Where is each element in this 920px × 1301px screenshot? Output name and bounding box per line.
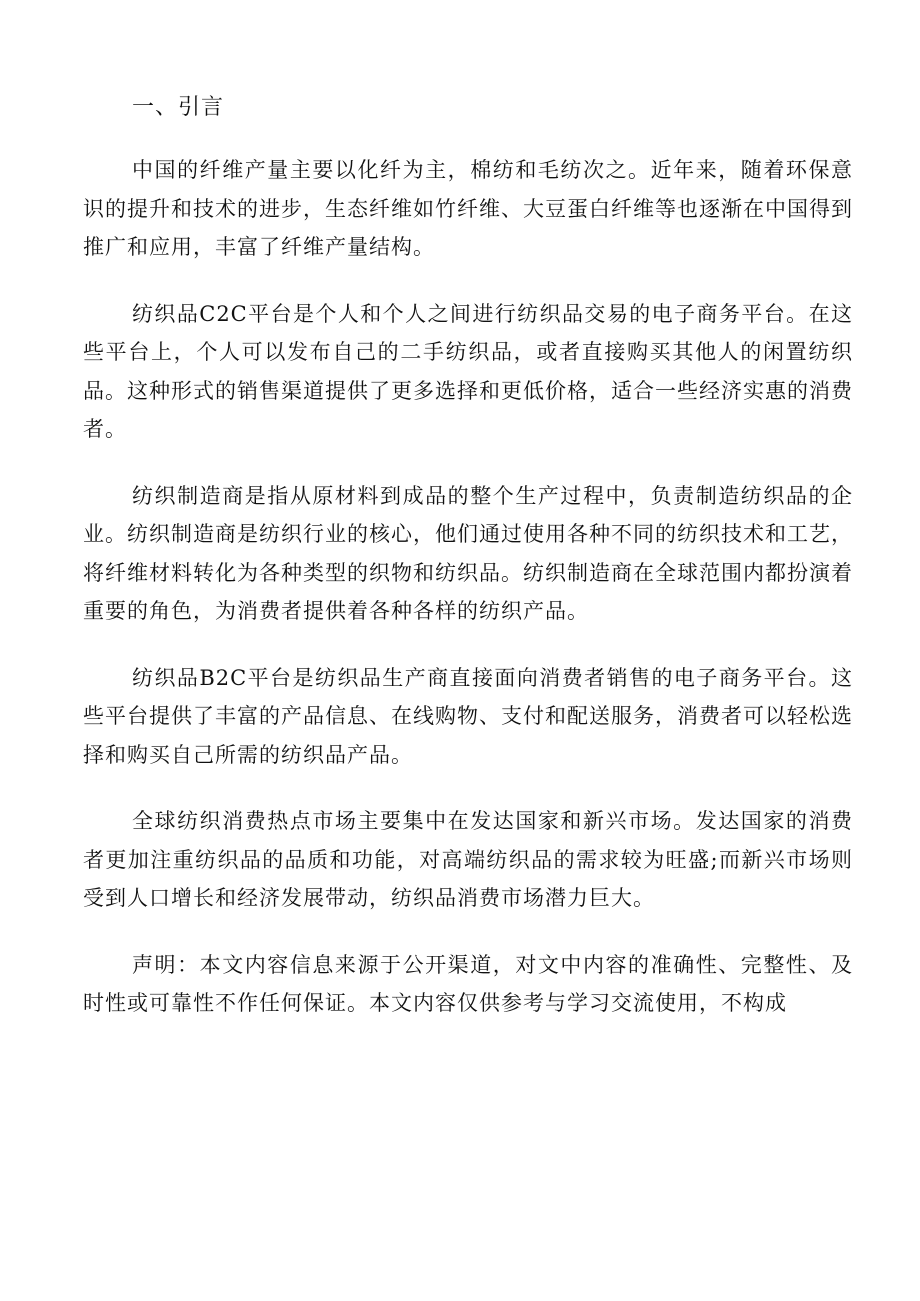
- document-body: [83, 88, 853, 1023]
- paragraph-fiber-production: 中国的纤维产量主要以化纤为主，棉纺和毛纺次之。近年来，随着环保意识的提升和技术的进步，生态纤维如竹纤维、大豆蛋白纤维等也逐渐在中国得到推广和应用，丰富了纤维产量结构。: [83, 158, 853, 259]
- paragraph-global-market: 全球纺织消费热点市场主要集中在发达国家和新兴市场。发达国家的消费者更加注重纺织品的品质和功能，对高端纺织品的需求较为旺盛;而新兴市场则受到人口增长和经济发展带动，纺织品消费市场潜力巨大。: [83, 809, 853, 910]
- paragraph-textile-manufacturer: 纺织制造商是指从原材料到成品的整个生产过程中，负责制造纺织品的企业。纺织制造商是纺织行业的核心，他们通过使用各种不同的纺织技术和工艺，将纤维材料转化为各种类型的织物和纺织品。纺织制造商在全球范围内都扮演着重要的角色，为消费者提供着各种各样的纺织产品。: [83, 483, 853, 623]
- paragraph-disclaimer: 声明：本文内容信息来源于公开渠道，对文中内容的准确性、完整性、及时性或可靠性不作任何保证。本文内容仅供参考与学习交流使用，不构成: [83, 952, 853, 1015]
- section-heading: 一、引言: [132, 95, 225, 120]
- paragraph-b2c-platform: 纺织品B2C平台是纺织品生产商直接面向消费者销售的电子商务平台。这些平台提供了丰富的产品信息、在线购物、支付和配送服务，消费者可以轻松选择和购买自己所需的纺织品产品。: [83, 665, 853, 767]
- paragraph-c2c-platform: 纺织品C2C平台是个人和个人之间进行纺织品交易的电子商务平台。在这些平台上，个人可以发布自己的二手纺织品，或者直接购买其他人的闲置纺织品。这种形式的销售渠道提供了更多选择和更低价格，适合一些经济实惠的消费者。: [83, 301, 853, 441]
